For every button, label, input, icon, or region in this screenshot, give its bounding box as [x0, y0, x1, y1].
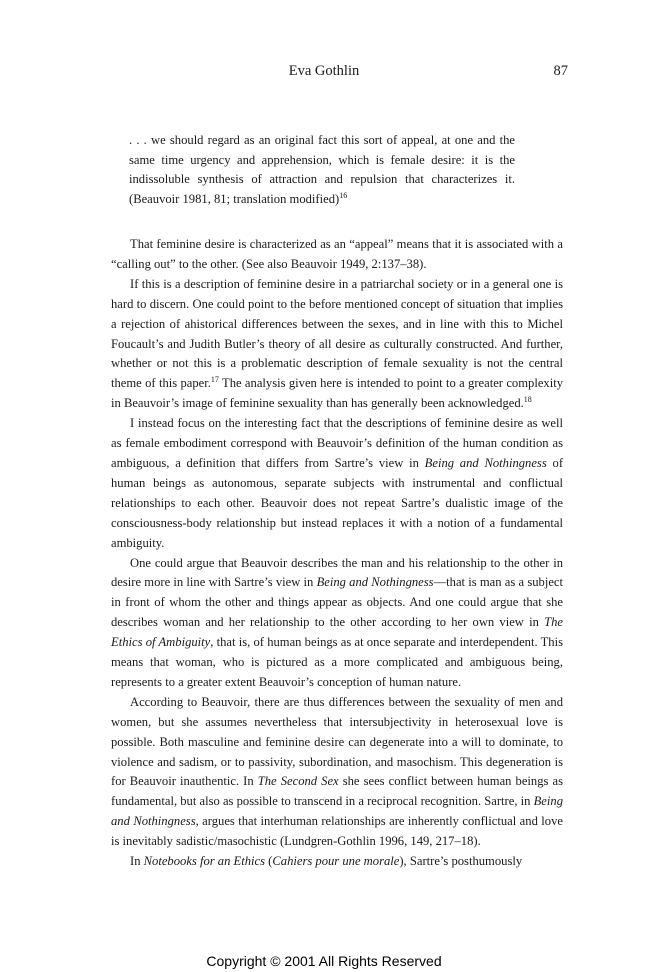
paragraph-text: , argues that interhuman relationships are inherently conflictual and love is inevitably sadistic/masochistic (Lundgren-Gothlin 1996, 149, 217–18). — [111, 814, 563, 849]
footnote-marker: 17 — [210, 375, 219, 385]
page-number: 87 — [553, 63, 568, 79]
block-quotation — [129, 131, 515, 210]
paragraph-text: That feminine desire is characterized as an “appeal” means that it is associated with a “calling out” to the other. (See also Beauvoir 1949, 2:137–38). — [111, 237, 563, 271]
paragraph-text: According to Beauvoir, there are thus differences between the sexuality of men and women, but she assumes nevertheless that intersubjectivity in heterosexual love is possible. Both masculine and feminine desire can degenerate into a will to dominate, to violence and sadism, or to passivity, subordination, and masochism. This degeneration is for Beauvoir inauthentic. In — [111, 694, 563, 789]
italic-title: The Ethics of Ambiguity — [111, 615, 563, 650]
body-paragraph — [111, 554, 563, 693]
body-text — [111, 235, 563, 872]
italic-title: Notebooks for an Ethics — [143, 854, 266, 869]
italic-title: Being and Nothingness — [111, 794, 563, 829]
footnote-marker: 16 — [339, 190, 348, 200]
italic-title: Being and Nothingness — [424, 455, 547, 470]
running-head — [0, 63, 648, 83]
body-paragraph — [111, 235, 563, 275]
running-head-author: Eva Gothlin — [288, 63, 360, 79]
footnote-marker: 18 — [523, 395, 532, 405]
paragraph-text: One could argue that Beauvoir describes the man and his relationship to the other in desire more in line with Sartre’s view in — [111, 555, 563, 590]
paragraph-text: ( — [265, 854, 273, 869]
italic-title: Being and Nothingness — [316, 575, 434, 590]
paragraph-text: I instead focus on the interesting fact that the descriptions of feminine desire as well as female embodiment correspond with Beauvoir’s definition of the human condition as ambiguous, a definition that differs from Sartre’s view in — [111, 416, 563, 470]
body-paragraph — [111, 275, 563, 414]
paragraph-text: , that is, of human beings as at once separate and interdependent. This means that woman, who is pictured as a more complicated and ambiguous being, represents to a greater extent Beauvoir’s conception of human nature. — [111, 635, 564, 689]
body-paragraph — [111, 852, 563, 872]
paragraph-text: If this is a description of feminine desire in a patriarchal society or in a general one is hard to discern. One could point to the before mentioned concept of situation that implies a rejection of ahistorical differences between the sexes, and in line with this to Michel Foucault’s and Judith Butler’s theory of all desire as culturally constructed. And further, whether or not this is a problematic description of female sexuality is not the central theme of this paper. — [111, 276, 563, 391]
paragraph-text: of human beings as autonomous, separate subjects with instrumental and conflictual relationships to each other. Beauvoir does not repeat Sartre’s dualistic image of the consciousness-body relationship but instead replaces it with a notion of a fundamental ambiguity. — [111, 455, 564, 550]
block-quotation-text: . . . we should regard as an original fact this sort of appeal, at one and the same time urgency and apprehension, which is female desire: it is the indissoluble synthesis of attraction and repulsion that characterizes it. (Beauvoir 1981, 81; translation modified) — [129, 133, 515, 207]
paragraph-text: she sees conflict between human beings as fundamental, but also as possible to transcend in a reciprocal recognition. Sartre, in — [111, 774, 563, 809]
paragraph-text: —that is man as a subject in front of whom the other and things appear as objects. And one could argue that she describes woman and her relationship to the other according to her own view in — [111, 575, 563, 630]
paragraph-text: The analysis given here is intended to point to a greater complexity in Beauvoir’s image of feminine sexuality than has generally been acknowledged. — [111, 376, 563, 411]
copyright-footer: Copyright © 2001 All Rights Reserved — [206, 953, 442, 969]
body-paragraph — [111, 414, 563, 553]
paragraph-text: ), Sartre’s posthumously — [399, 854, 523, 869]
italic-title: The Second Sex — [257, 774, 339, 789]
italic-title: Cahiers pour une morale — [272, 854, 400, 869]
body-paragraph — [111, 693, 563, 852]
paragraph-text: In — [130, 854, 144, 869]
